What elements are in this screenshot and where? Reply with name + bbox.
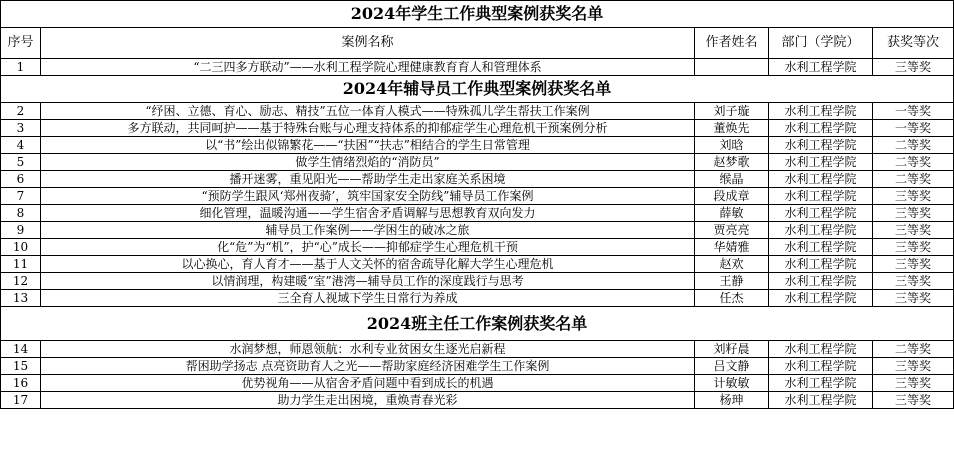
row-number: 6 bbox=[1, 171, 41, 188]
award-level: 二等奖 bbox=[873, 341, 954, 358]
case-name: “纾困、立德、育心、励志、精技”五位一体育人模式——特殊孤儿学生帮扶工作案例 bbox=[41, 103, 695, 120]
table-row bbox=[1, 290, 954, 307]
department: 水利工程学院 bbox=[769, 137, 873, 154]
row-number: 10 bbox=[1, 239, 41, 256]
table-row bbox=[1, 358, 954, 375]
table-row bbox=[1, 188, 954, 205]
award-level: 三等奖 bbox=[873, 256, 954, 273]
author-name: 缑晶 bbox=[695, 171, 769, 188]
department: 水利工程学院 bbox=[769, 375, 873, 392]
row-number: 8 bbox=[1, 205, 41, 222]
author-name: 计敏敏 bbox=[695, 375, 769, 392]
row-number: 17 bbox=[1, 392, 41, 409]
author-name: 段成章 bbox=[695, 188, 769, 205]
award-level: 三等奖 bbox=[873, 273, 954, 290]
award-level: 二等奖 bbox=[873, 137, 954, 154]
department: 水利工程学院 bbox=[769, 290, 873, 307]
row-number: 15 bbox=[1, 358, 41, 375]
award-level: 三等奖 bbox=[873, 205, 954, 222]
author-name: 刘子璇 bbox=[695, 103, 769, 120]
author-name: 赵梦歌 bbox=[695, 154, 769, 171]
award-level: 一等奖 bbox=[873, 120, 954, 137]
department: 水利工程学院 bbox=[769, 392, 873, 409]
department: 水利工程学院 bbox=[769, 239, 873, 256]
department: 水利工程学院 bbox=[769, 120, 873, 137]
department: 水利工程学院 bbox=[769, 341, 873, 358]
table-row bbox=[1, 59, 954, 76]
section-title-row bbox=[1, 307, 954, 341]
row-number: 14 bbox=[1, 341, 41, 358]
table-row bbox=[1, 222, 954, 239]
case-name: 以“书”绘出似锦繁花——“扶困”“扶志”相结合的学生日常管理 bbox=[41, 137, 695, 154]
row-number: 3 bbox=[1, 120, 41, 137]
department: 水利工程学院 bbox=[769, 205, 873, 222]
table-row bbox=[1, 120, 954, 137]
table-row bbox=[1, 256, 954, 273]
case-name: 帮困助学扬志 点亮资助育人之光——帮助家庭经济困难学生工作案例 bbox=[41, 358, 695, 375]
department: 水利工程学院 bbox=[769, 273, 873, 290]
table-row bbox=[1, 375, 954, 392]
award-level: 三等奖 bbox=[873, 392, 954, 409]
row-number: 9 bbox=[1, 222, 41, 239]
author-name: 吕文静 bbox=[695, 358, 769, 375]
award-level: 三等奖 bbox=[873, 290, 954, 307]
author-name: 华婧雅 bbox=[695, 239, 769, 256]
column-header-no: 序号 bbox=[1, 28, 41, 59]
table-row bbox=[1, 103, 954, 120]
case-name: 以心换心，育人育才——基于人文关怀的宿舍疏导化解大学生心理危机 bbox=[41, 256, 695, 273]
case-name: 播开迷雾，重见阳光——帮助学生走出家庭关系困境 bbox=[41, 171, 695, 188]
award-level: 三等奖 bbox=[873, 222, 954, 239]
case-name: “预防学生跟风‘郑州夜骑’，筑牢国家安全防线”辅导员工作案例 bbox=[41, 188, 695, 205]
department: 水利工程学院 bbox=[769, 358, 873, 375]
author-name: 王静 bbox=[695, 273, 769, 290]
author-name bbox=[695, 59, 769, 76]
column-header-name: 案例名称 bbox=[41, 28, 695, 59]
row-number: 7 bbox=[1, 188, 41, 205]
award-level: 二等奖 bbox=[873, 171, 954, 188]
row-number: 12 bbox=[1, 273, 41, 290]
column-header-dept: 部门（学院） bbox=[769, 28, 873, 59]
author-name: 赵欢 bbox=[695, 256, 769, 273]
department: 水利工程学院 bbox=[769, 222, 873, 239]
row-number: 4 bbox=[1, 137, 41, 154]
author-name: 刘籽晨 bbox=[695, 341, 769, 358]
section-title: 2024班主任工作案例获奖名单 bbox=[1, 307, 954, 341]
column-header-author: 作者姓名 bbox=[695, 28, 769, 59]
section-title-row bbox=[1, 76, 954, 103]
case-name: 以情润理，构建暖“室”港湾—辅导员工作的深度践行与思考 bbox=[41, 273, 695, 290]
row-number: 11 bbox=[1, 256, 41, 273]
author-name: 刘晗 bbox=[695, 137, 769, 154]
award-level: 一等奖 bbox=[873, 103, 954, 120]
case-name: 优势视角——从宿舍矛盾问题中看到成长的机遇 bbox=[41, 375, 695, 392]
column-header-award: 获奖等次 bbox=[873, 28, 954, 59]
author-name: 杨珅 bbox=[695, 392, 769, 409]
section-title: 2024年学生工作典型案例获奖名单 bbox=[1, 1, 954, 28]
table-row bbox=[1, 154, 954, 171]
department: 水利工程学院 bbox=[769, 171, 873, 188]
award-level: 三等奖 bbox=[873, 59, 954, 76]
section-title: 2024年辅导员工作典型案例获奖名单 bbox=[1, 76, 954, 103]
award-level: 二等奖 bbox=[873, 154, 954, 171]
award-level: 三等奖 bbox=[873, 358, 954, 375]
table-row bbox=[1, 137, 954, 154]
case-name: 三全育人视域下学生日常行为养成 bbox=[41, 290, 695, 307]
award-level: 三等奖 bbox=[873, 239, 954, 256]
table-row bbox=[1, 392, 954, 409]
department: 水利工程学院 bbox=[769, 188, 873, 205]
department: 水利工程学院 bbox=[769, 103, 873, 120]
section-title-row bbox=[1, 1, 954, 28]
case-name: 辅导员工作案例——学困生的破冰之旅 bbox=[41, 222, 695, 239]
table-row bbox=[1, 239, 954, 256]
author-name: 董焕先 bbox=[695, 120, 769, 137]
case-name: “二三四多方联动”——水利工程学院心理健康教育育人和管理体系 bbox=[41, 59, 695, 76]
department: 水利工程学院 bbox=[769, 256, 873, 273]
row-number: 5 bbox=[1, 154, 41, 171]
case-name: 助力学生走出困境，重焕青春光彩 bbox=[41, 392, 695, 409]
award-level: 三等奖 bbox=[873, 375, 954, 392]
case-name: 化“危”为“机”，护“心”成长——抑郁症学生心理危机干预 bbox=[41, 239, 695, 256]
case-name: 水润梦想，师恩领航：水利专业贫困女生逐光启新程 bbox=[41, 341, 695, 358]
department: 水利工程学院 bbox=[769, 154, 873, 171]
table-row bbox=[1, 171, 954, 188]
case-name: 做学生情绪烈焰的“消防员” bbox=[41, 154, 695, 171]
row-number: 1 bbox=[1, 59, 41, 76]
table-header-row bbox=[1, 28, 954, 59]
table-row bbox=[1, 341, 954, 358]
row-number: 13 bbox=[1, 290, 41, 307]
author-name: 任杰 bbox=[695, 290, 769, 307]
table-row bbox=[1, 273, 954, 290]
award-level: 三等奖 bbox=[873, 188, 954, 205]
row-number: 2 bbox=[1, 103, 41, 120]
row-number: 16 bbox=[1, 375, 41, 392]
author-name: 薛敏 bbox=[695, 205, 769, 222]
department: 水利工程学院 bbox=[769, 59, 873, 76]
case-name: 多方联动，共同呵护——基于特殊台账与心理支持体系的抑郁症学生心理危机干预案例分析 bbox=[41, 120, 695, 137]
author-name: 贾亮亮 bbox=[695, 222, 769, 239]
case-name: 细化管理，温暖沟通——学生宿舍矛盾调解与思想教育双向发力 bbox=[41, 205, 695, 222]
table-row bbox=[1, 205, 954, 222]
